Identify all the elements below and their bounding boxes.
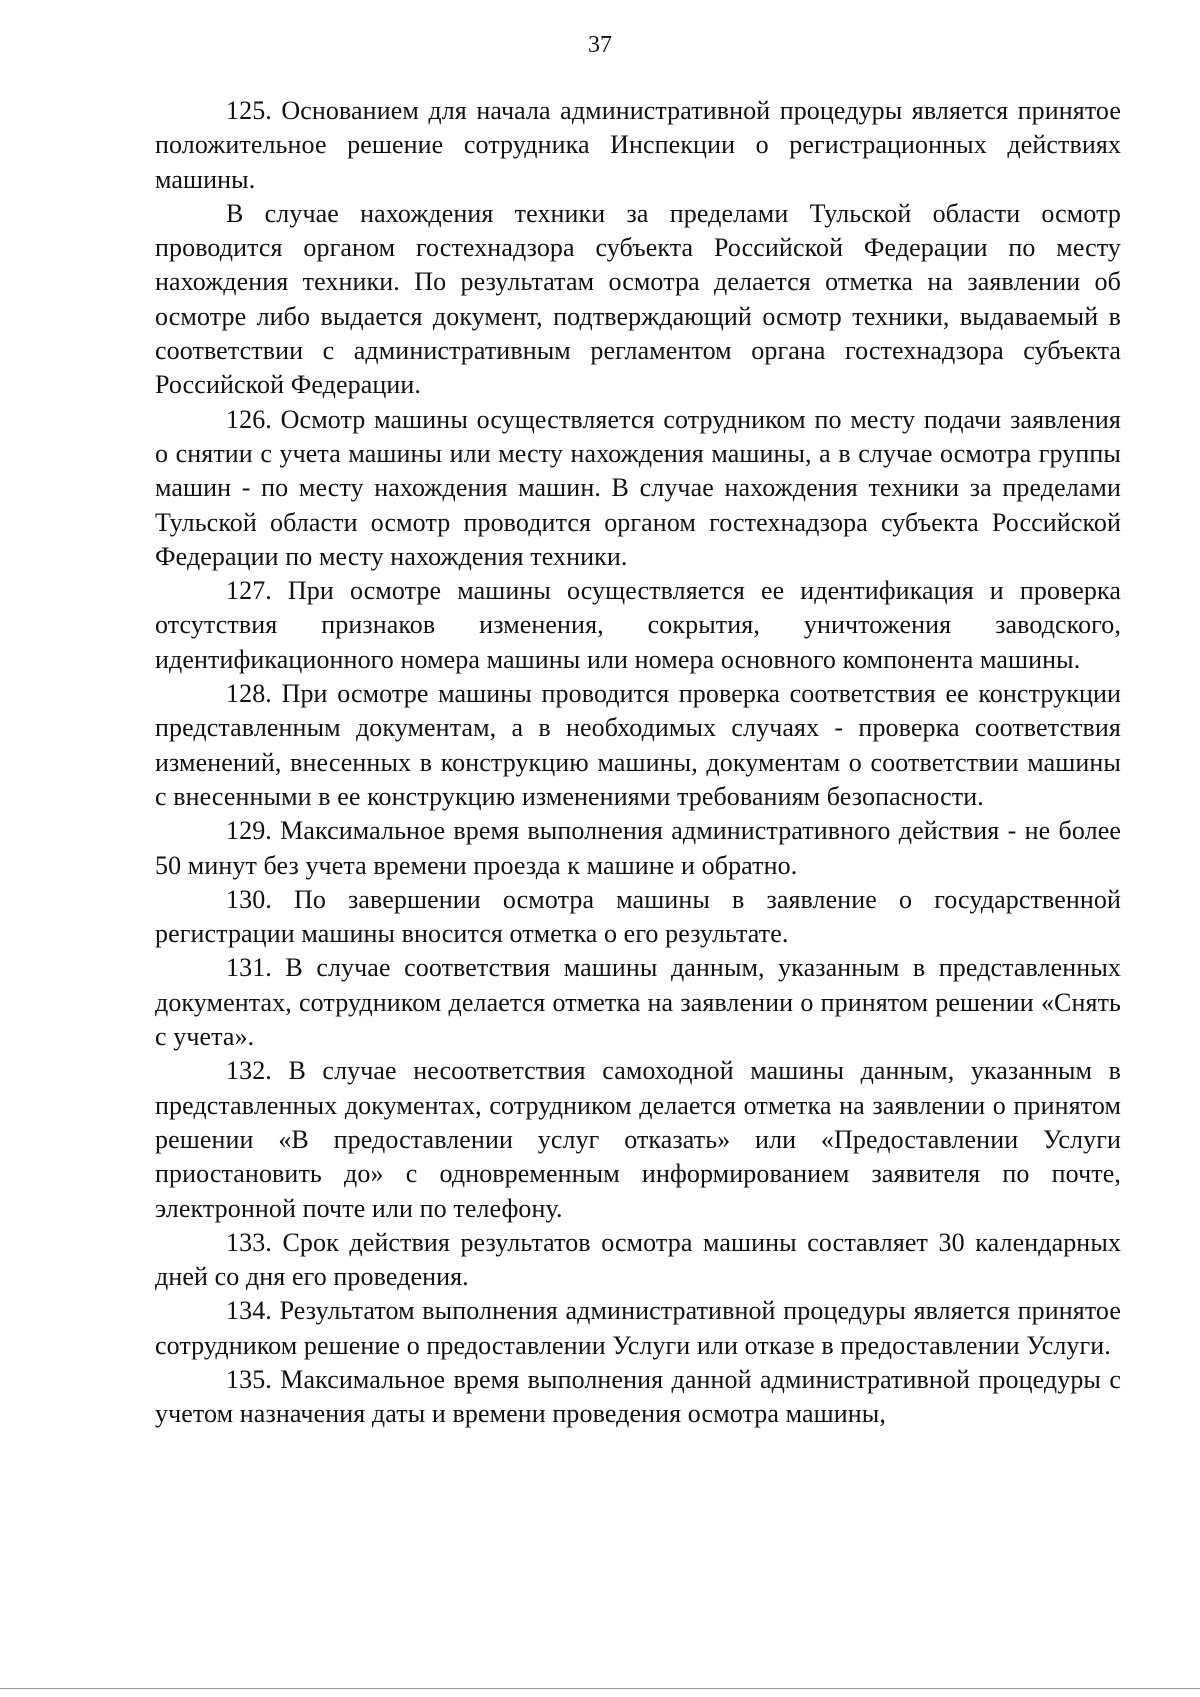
paragraph-130: 130. По завершении осмотра машины в заявление о государственной регистрации машины вносится отметка о его результате. (155, 884, 1121, 949)
paragraph-132: 132. В случае несоответствия самоходной машины данным, указанным в представленных документах, сотрудником делается отметка на заявлении о принятом решении «В предоставлении услуг отказать» или «Предоставлении Услуги приостановить до» с одновременным информированием заявителя по почте, электронной почте или по телефону. (155, 1056, 1121, 1223)
paragraph-125: 125. Основанием для начала административной процедуры является принятое положительное решение сотрудника Инспекции о регистрационных действиях машины. (155, 96, 1121, 194)
paragraph-126: 126. Осмотр машины осуществляется сотрудником по месту подачи заявления о снятии с учета машины или месту нахождения машины, а в случае осмотра группы машин - по месту нахождения машин. В случае нахождения техники за пределами Тульской области осмотр проводится органом гостехнадзора субъекта Российской Федерации по месту нахождения техники. (155, 404, 1121, 571)
paragraph-135: 135. Максимальное время выполнения данной административной процедуры с учетом назначения даты и времени проведения осмотра машины, (155, 1364, 1121, 1429)
paragraph-131: 131. В случае соответствия машины данным, указанным в представленных документах, сотрудником делается отметка на заявлении о принятом решении «Снять с учета». (155, 953, 1121, 1052)
paragraph-129: 129. Максимальное время выполнения административного действия - не более 50 минут без учета времени проезда к машине и обратно. (155, 816, 1121, 880)
paragraph-128: 128. При осмотре машины проводится проверка соответствия ее конструкции представленным документам, а в необходимых случаях - проверка соответствия изменений, внесенных в конструкцию машины, документам о соответствии машины с внесенными в ее конструкцию изменениями требованиям безопасности. (155, 679, 1121, 811)
scan-edge-divider (0, 1688, 1200, 1689)
page-number: 37 (588, 32, 612, 58)
document-body (155, 94, 1121, 1432)
paragraph-134: 134. Результатом выполнения административной процедуры является принятое сотрудником решение о предоставлении Услуги или отказе в предоставлении Услуги. (155, 1296, 1121, 1360)
paragraph-127: 127. При осмотре машины осуществляется ее идентификация и проверка отсутствия признаков изменения, сокрытия, уничтожения заводского, идентификационного номера машины или номера основного компонента машины. (155, 576, 1121, 674)
paragraph-133: 133. Срок действия результатов осмотра машины составляет 30 календарных дней со дня его проведения. (155, 1227, 1121, 1292)
paragraph-inspection-outside-region: В случае нахождения техники за пределами Тульской области осмотр проводится органом гостехнадзора субъекта Российской Федерации по месту нахождения техники. По результатам осмотра делается отметка на заявлении об осмотре либо выдается документ, подтверждающий осмотр техники, выдаваемый в соответствии с административным регламентом органа гостехнадзора субъекта Российской Федерации. (155, 198, 1121, 400)
